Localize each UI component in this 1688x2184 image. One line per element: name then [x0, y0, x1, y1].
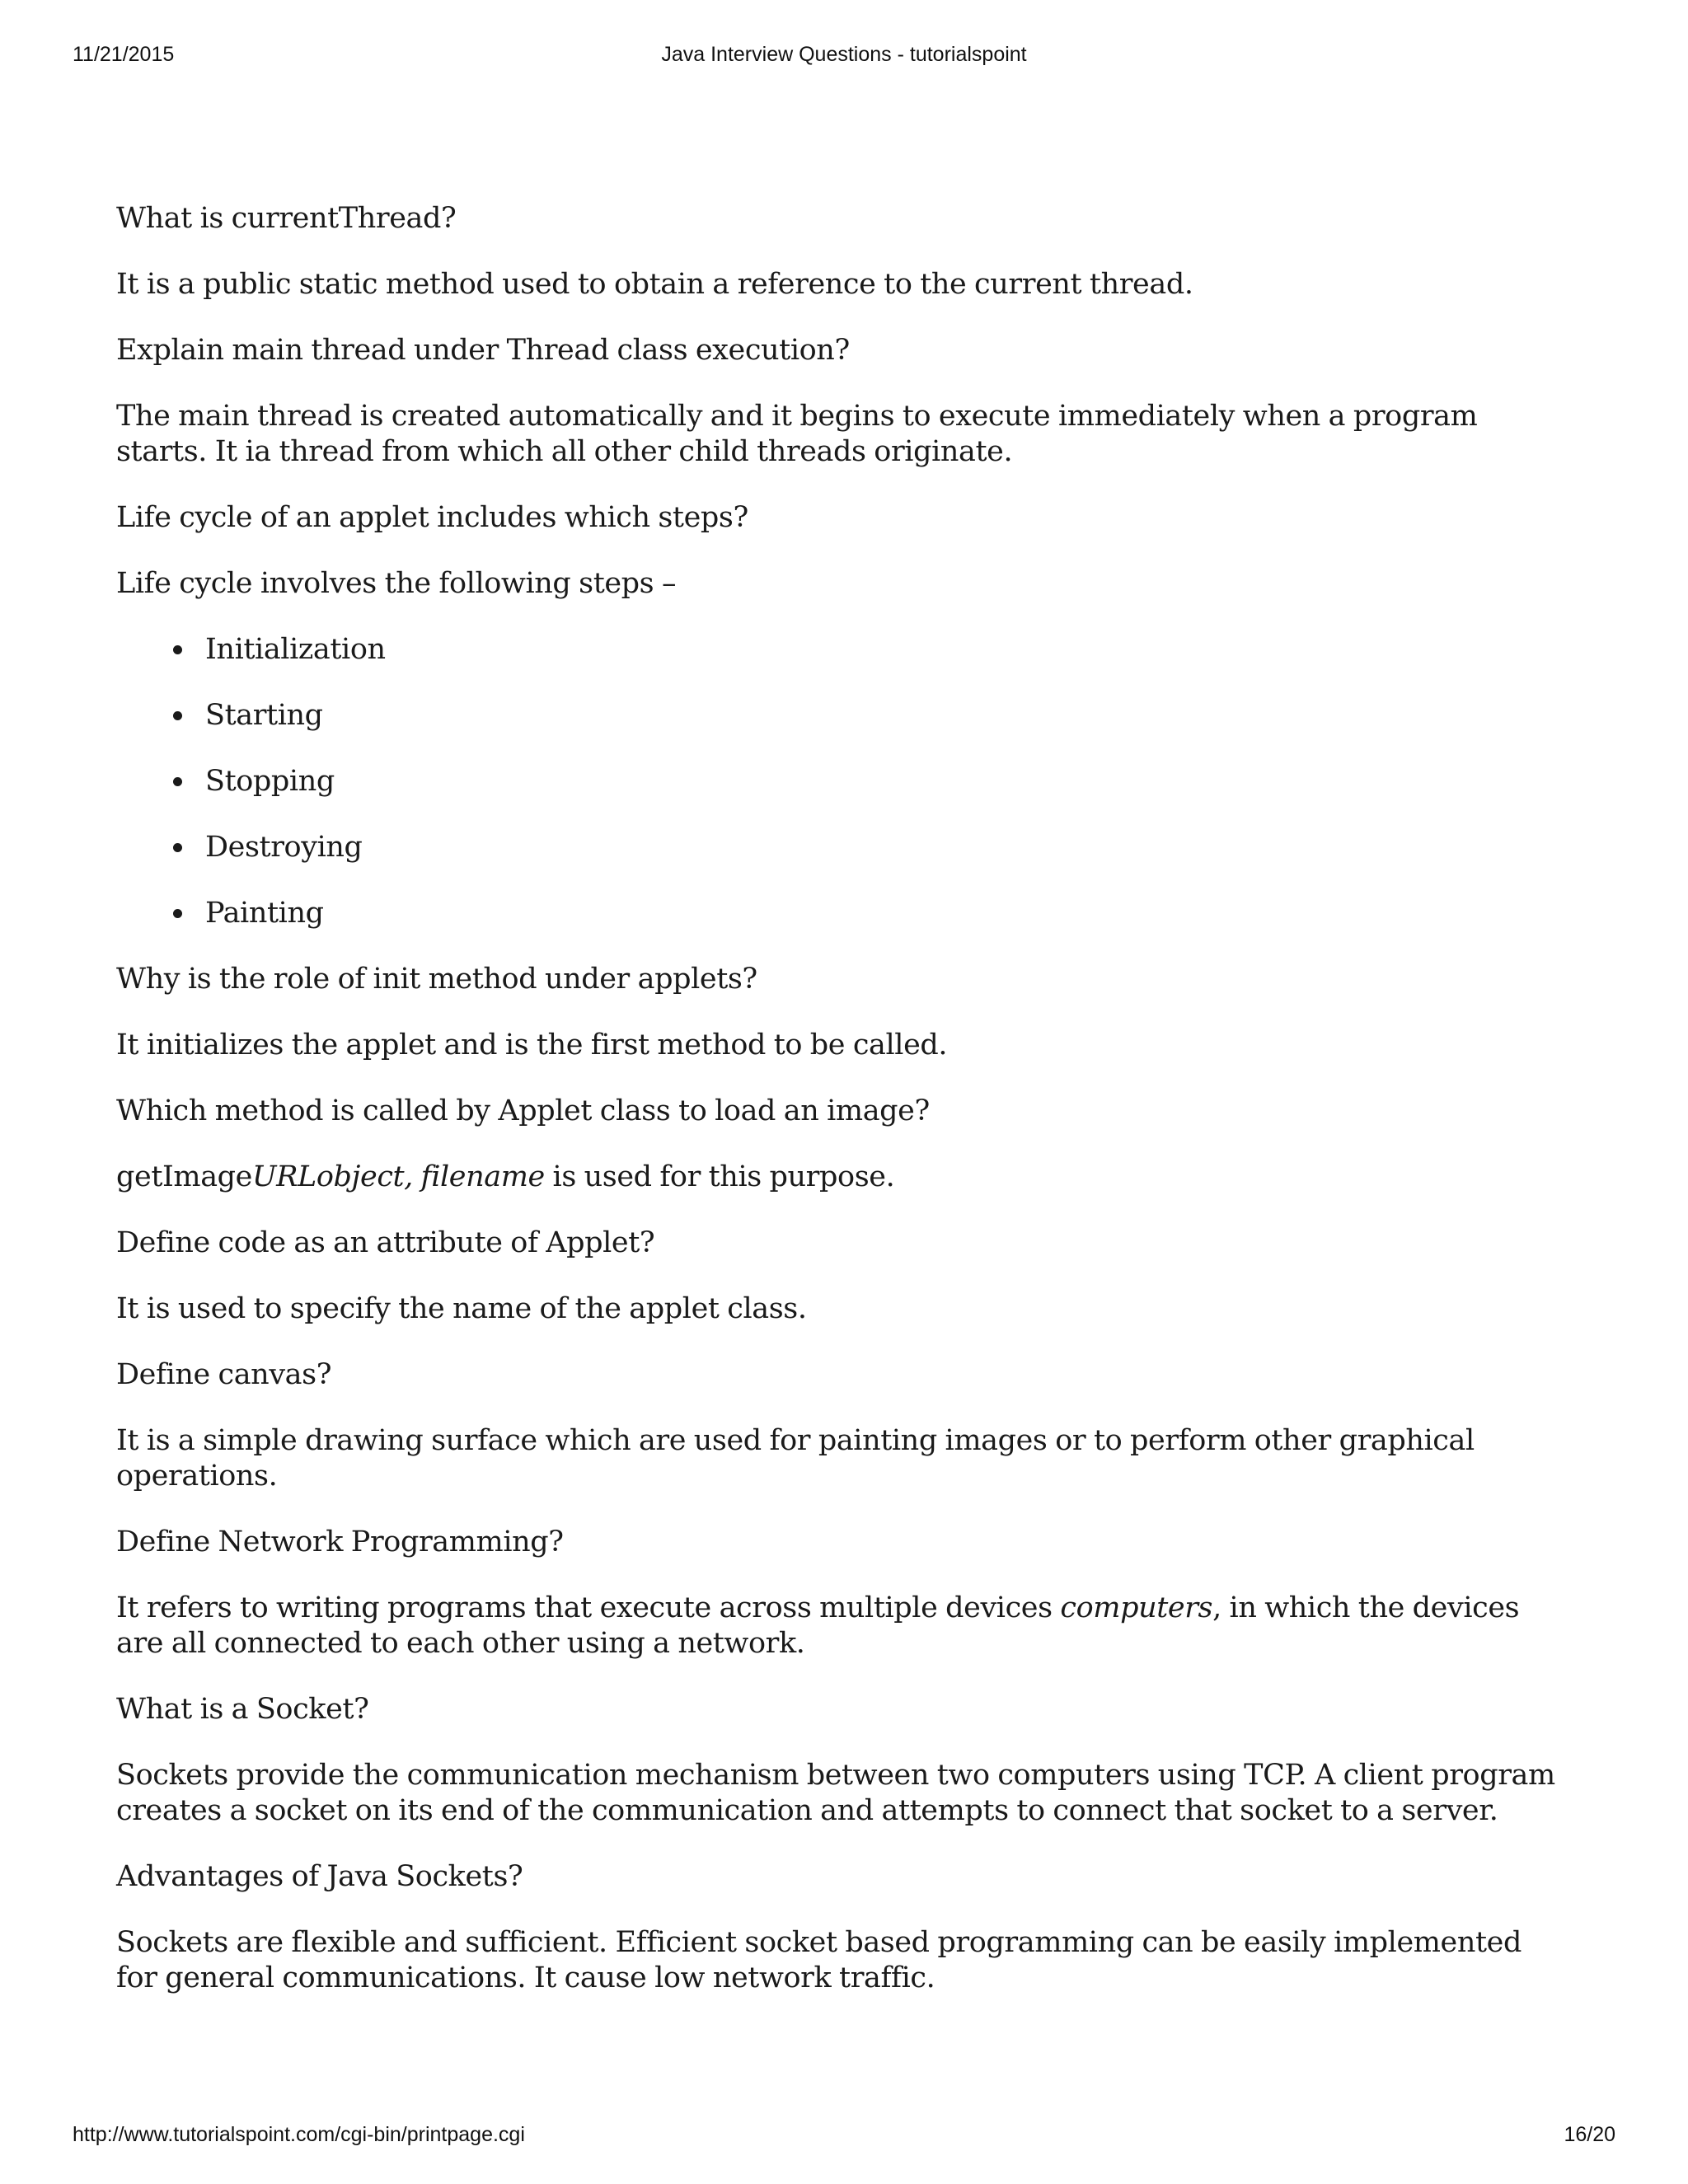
answer-applet-life-cycle: Life cycle involves the following steps – [116, 567, 677, 600]
step-label: Painting [205, 897, 324, 930]
bullet-icon [173, 843, 182, 852]
question-code-attribute: Define code as an attribute of Applet? [116, 1226, 655, 1259]
answer-prefix: getImage [116, 1160, 252, 1193]
step-label: Initialization [205, 633, 386, 666]
question-canvas: Define canvas? [116, 1358, 332, 1391]
question-init-method: Why is the role of init method under applets? [116, 963, 757, 996]
list-item [116, 764, 1567, 799]
list-item [116, 698, 1567, 733]
answer-network-programming [116, 1591, 1567, 1661]
answer-suffix: is used for this purpose. [544, 1160, 895, 1193]
bullet-icon [173, 711, 182, 720]
answer-init-method: It initializes the applet and is the first method to be called. [116, 1029, 948, 1062]
answer-suffix: , in which the devices are all connected to each other using a network. [116, 1591, 1520, 1660]
answer-canvas: It is a simple drawing surface which are used for painting images or to perform other graphical operations. [116, 1424, 1475, 1493]
document-body [116, 201, 1567, 2027]
bullet-icon [173, 645, 182, 654]
math-expression: computers [1060, 1591, 1213, 1624]
answer-current-thread: It is a public static method used to obtain a reference to the current thread. [116, 268, 1193, 301]
answer-socket: Sockets provide the communication mechanism between two computers using TCP. A client program creates a socket on its end of the communication and attempts to connect that socket to a server. [116, 1759, 1555, 1827]
list-item [116, 896, 1567, 931]
answer-prefix: It refers to writing programs that execute across multiple devices [116, 1591, 1061, 1624]
bullet-icon [173, 777, 182, 786]
question-socket: What is a Socket? [116, 1693, 369, 1726]
math-expression: URLobject, filename [251, 1160, 545, 1193]
page-number: 16/20 [1564, 2123, 1615, 2146]
answer-main-thread: The main thread is created automatically and it begins to execute immediately when a program starts. It ia thread from which all other child threads originate. [116, 400, 1478, 468]
answer-socket-advantages: Sockets are flexible and sufficient. Efficient socket based programming can be easily implemented for general communications. It cause low network traffic. [116, 1926, 1522, 1994]
page-header-title: Java Interview Questions - tutorialspoint [661, 43, 1027, 66]
step-label: Stopping [205, 765, 335, 798]
life-cycle-steps-list [116, 632, 1567, 931]
answer-load-image [116, 1160, 1567, 1195]
question-network-programming: Define Network Programming? [116, 1526, 564, 1558]
bullet-icon [173, 909, 182, 918]
page-header-date: 11/21/2015 [73, 43, 175, 66]
step-label: Destroying [205, 831, 363, 864]
list-item [116, 632, 1567, 668]
question-socket-advantages: Advantages of Java Sockets? [116, 1860, 523, 1893]
list-item [116, 830, 1567, 865]
question-main-thread: Explain main thread under Thread class execution? [116, 334, 850, 367]
page-footer-url: http://www.tutorialspoint.com/cgi-bin/printpage.cgi [73, 2123, 525, 2146]
step-label: Starting [205, 699, 323, 732]
question-load-image: Which method is called by Applet class to load an image? [116, 1094, 930, 1127]
answer-code-attribute: It is used to specify the name of the applet class. [116, 1292, 807, 1325]
question-applet-life-cycle: Life cycle of an applet includes which steps? [116, 501, 748, 534]
question-current-thread: What is currentThread? [116, 202, 457, 235]
